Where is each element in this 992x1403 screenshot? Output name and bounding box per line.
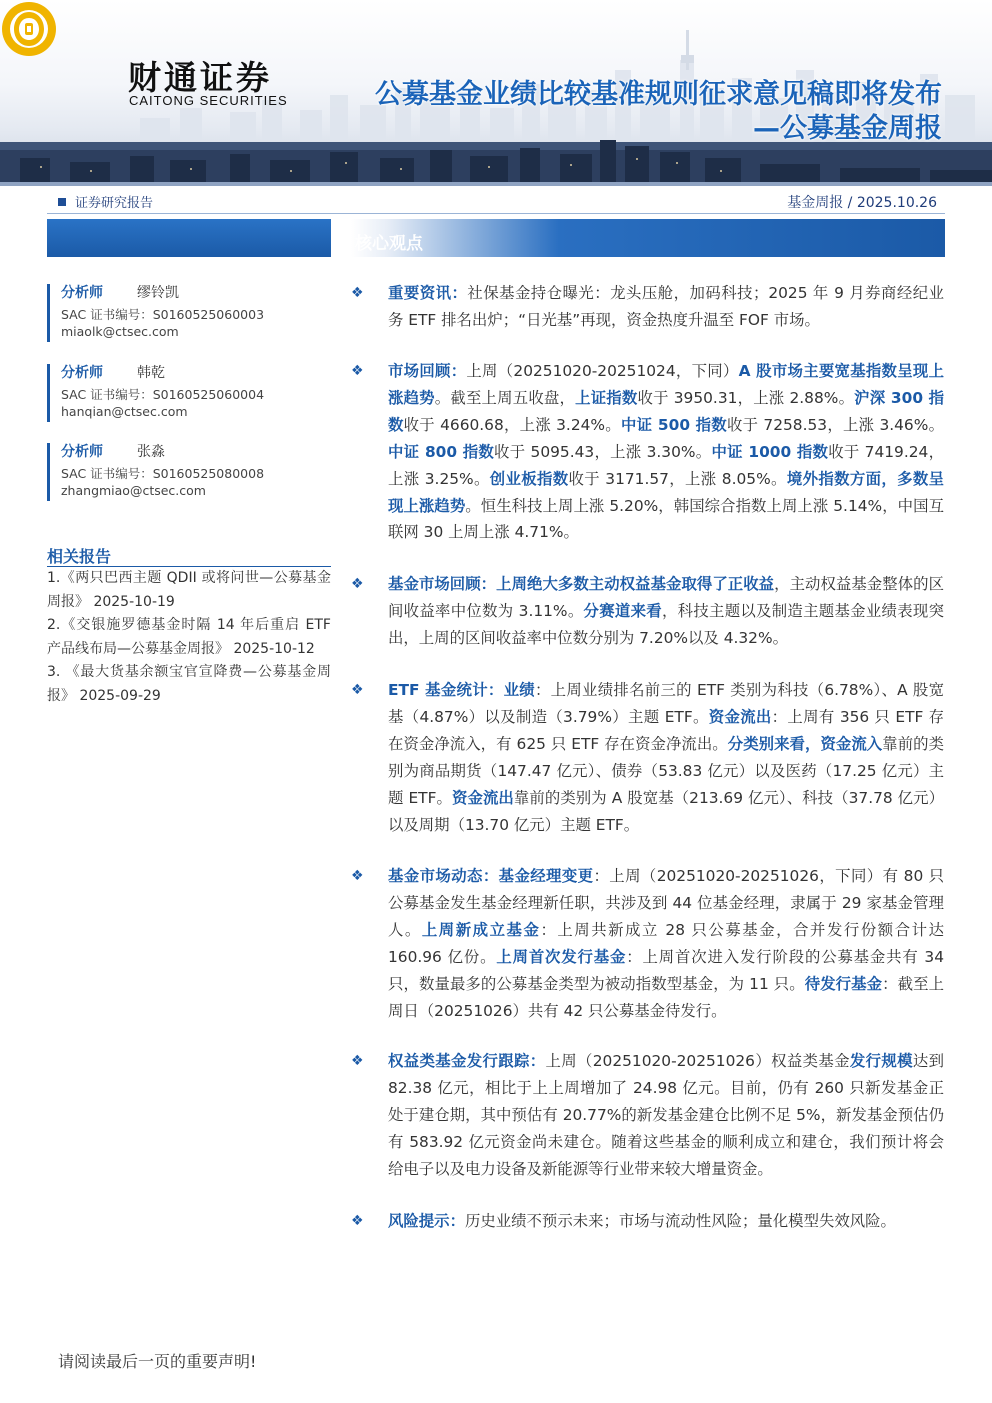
footer-disclaimer: 请阅读最后一页的重要声明! xyxy=(58,1352,257,1371)
analyst-name: 缪铃凯 xyxy=(137,285,179,301)
paragraph-etf-statistics: ❖ ETF 基金统计：业绩：上周业绩排名前三的 ETF 类别为科技（6.78%）、A 股宽基（4.87%）以及制造（3.79%）主题 ETF。资金流出：上周有 356 只 ETF 存在资金净流入，有 625 只 ETF 存在资金净流出。分类别来看，资金流入靠前的类别为商品期货（147.47 亿元）、债券（53.83 亿元）以及医药（17.25 亿元）主题 ETF。资金流出靠前的类别为 A 股宽基（213.69 亿元）、科技（37.78 亿元）以及周期（13.70 亿元）主题 ETF。 xyxy=(351,681,944,834)
related-report-item[interactable]: 3. 《最大货基余额宝官宣降费—公募基金周报》 2025-09-29 xyxy=(47,664,331,704)
report-title: 公募基金业绩比较基准规则征求意见稿即将发布 xyxy=(375,79,942,110)
analyst-sac: SAC 证书编号：S0160525060004 xyxy=(61,387,265,402)
paragraph-important-news: ❖ 重要资讯：社保基金持仓曝光：龙头压舱，加码科技；2025 年 9 月券商经纪业务 ETF 排名出炉；“日光基”再现，资金热度升温至 FOF 市场。 xyxy=(351,284,944,329)
report-subtitle: —公募基金周报 xyxy=(753,113,942,144)
header-divider xyxy=(47,213,945,214)
analyst-role: 分析师 xyxy=(61,365,103,381)
report-date: 基金周报 / 2025.10.26 xyxy=(787,195,937,211)
report-type-label: 证券研究报告 xyxy=(58,192,153,211)
diamond-bullet-icon: ❖ xyxy=(351,363,364,379)
logo-text-en: CAITONG SECURITIES xyxy=(129,93,288,108)
related-reports-title: 相关报告 xyxy=(47,547,112,566)
diamond-bullet-icon: ❖ xyxy=(351,576,364,592)
paragraph-market-review: ❖ 市场回顾：上周（20251020-20251024，下同）A 股市场主要宽基指数呈现上涨趋势。截至上周五收盘，上证指数收于 3950.31，上涨 2.88%。沪深 300 指数收于 4660.68，上涨 3.24%。中证 500 指数收于 7258.53，上涨 3.46%。中证 800 指数收于 5095.43，上涨 3.30%。中证 1000 指数收于 7419.24，上涨 3.25%。创业板指数收于 3171.57，上涨 8.05%。境外指数方面，多数呈现上涨趋势。恒生科技上周上涨 5.20%，韩国综合指数上周上涨 5.14%，中国互联网 30 上周上涨 4.71%。 xyxy=(351,362,945,542)
related-report-item[interactable]: 2.《交银施罗德基金时隔 14 年后重启 ETF 产品线布局—公募基金周报》 2025-10-12 xyxy=(47,617,331,657)
analyst-name: 张淼 xyxy=(137,444,165,460)
diamond-bullet-icon: ❖ xyxy=(351,285,364,301)
diamond-bullet-icon: ❖ xyxy=(351,1213,364,1229)
analyst-email[interactable]: hanqian@ctsec.com xyxy=(61,404,188,419)
paragraph-fund-market-review: ❖ 基金市场回顾：上周绝大多数主动权益基金取得了正收益，主动权益基金整体的区间收益率中位数为 3.11%。分赛道来看，科技主题以及制造主题基金业绩表现突出，上周的区间收益率中位数分别为 7.20%以及 4.32%。 xyxy=(351,575,944,647)
related-reports-list xyxy=(47,567,331,708)
related-report-item[interactable]: 1.《两只巴西主题 QDII 或将问世—公募基金周报》 2025-10-19 xyxy=(47,570,331,610)
analyst-email[interactable]: miaolk@ctsec.com xyxy=(61,324,179,339)
analyst-sac: SAC 证书编号：S0160525080008 xyxy=(61,466,265,481)
square-bullet-icon xyxy=(58,198,66,206)
header-banner xyxy=(0,0,992,186)
paragraph-fund-market-dynamics: ❖ 基金市场动态：基金经理变更：上周（20251020-20251026，下同）有 80 只公募基金发生基金经理新任职，共涉及到 44 位基金经理，隶属于 29 家基金管理人。上周新成立基金：上周共新成立 28 只公募基金，合并发行份额合计达 160.96 亿份。上周首次发行基金：上周首次进入发行阶段的公募基金共有 34 只，数量最多的公募基金类型为被动指数型基金，为 11 只。待发行基金：截至上周日（20251026）共有 42 只公募基金待发行。 xyxy=(351,867,944,1020)
core-view-title: 核心观点 xyxy=(355,234,423,254)
logo-text-cn: 财通证券 xyxy=(128,58,272,97)
diamond-bullet-icon: ❖ xyxy=(351,682,364,698)
diamond-bullet-icon: ❖ xyxy=(351,1053,364,1069)
caitong-logo-icon xyxy=(0,0,58,58)
left-header-bar xyxy=(47,219,331,257)
paragraph-equity-fund-issuance: ❖ 权益类基金发行跟踪：上周（20251020-20251026）权益类基金发行规模达到 82.38 亿元，相比于上上周增加了 24.98 亿元。目前，仍有 260 只新发基金正处于建仓期，其中预估有 20.77%的新发基金建仓比例不足 5%，新发基金预估仍有 583.92 亿元资金尚未建仓。随着这些基金的顺利成立和建仓，我们预计将会给电子以及电力设备及新能源等行业带来较大增量资金。 xyxy=(351,1052,944,1178)
analyst-email[interactable]: zhangmiao@ctsec.com xyxy=(61,483,206,498)
analyst-role: 分析师 xyxy=(61,285,103,301)
diamond-bullet-icon: ❖ xyxy=(351,868,364,884)
paragraph-risk-warning: ❖ 风险提示：历史业绩不预示未来；市场与流动性风险；量化模型失效风险。 xyxy=(351,1212,896,1230)
analyst-name: 韩乾 xyxy=(137,365,165,381)
core-view-bar xyxy=(351,219,945,257)
analyst-role: 分析师 xyxy=(61,444,103,460)
analyst-sac: SAC 证书编号：S0160525060003 xyxy=(61,307,265,322)
